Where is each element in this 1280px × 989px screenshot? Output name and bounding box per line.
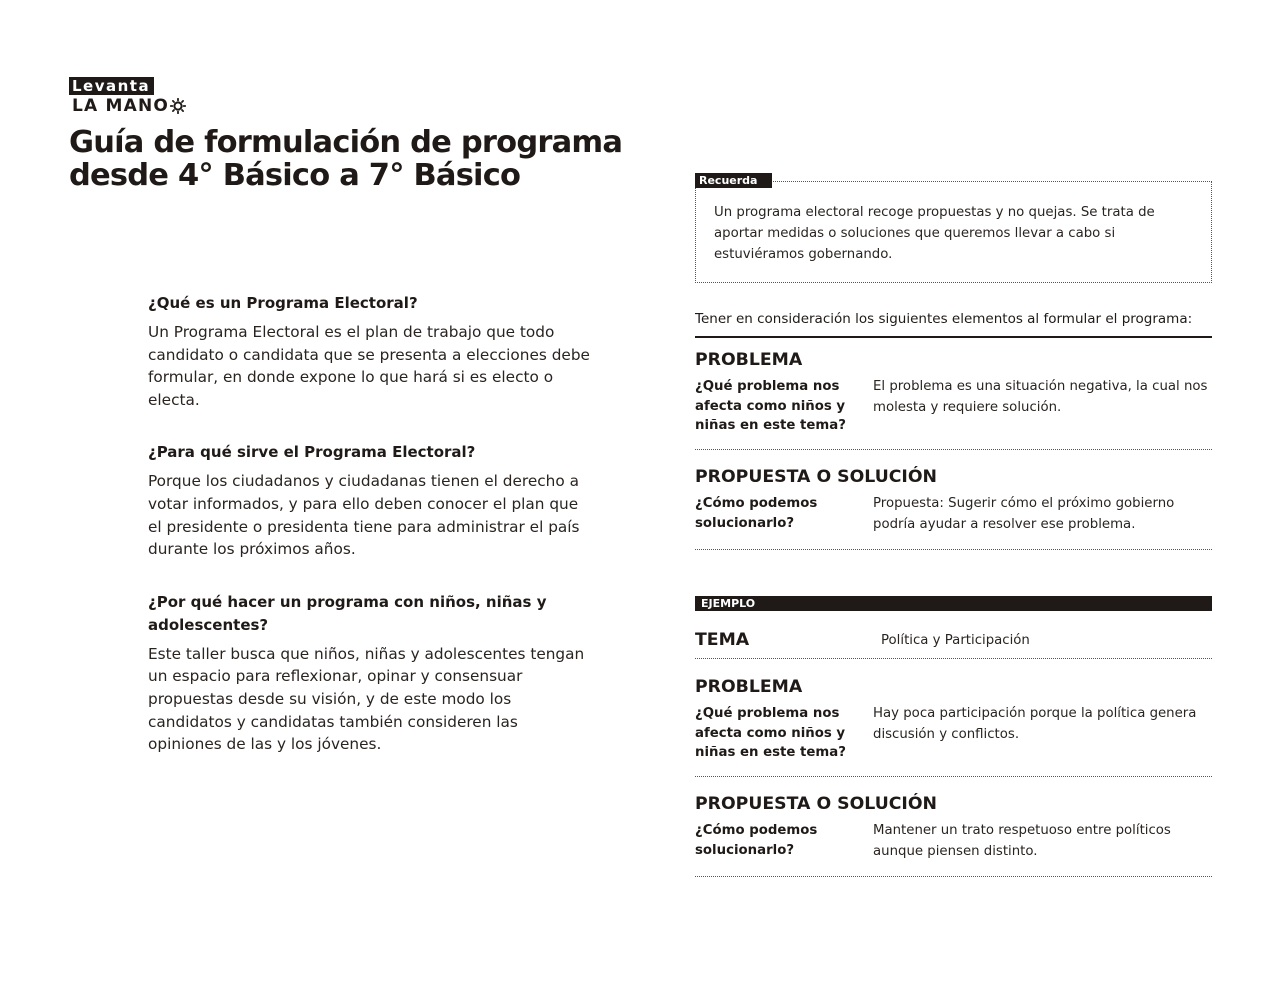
info-text: Un Programa Electoral es el plan de trabajo que todo candidato o candidata que se presenta a elecciones debe formular, en donde expone lo que hará si es electo o electa. xyxy=(148,323,590,409)
section-answer: Hay poca participación porque la política genera discusión y conflictos. xyxy=(873,706,1197,742)
logo xyxy=(69,76,186,116)
info-block xyxy=(148,441,593,560)
tema-label: TEMA xyxy=(695,630,750,650)
info-block xyxy=(148,292,593,411)
section-question: ¿Qué problema nos afecta como niños y niñas en este tema? xyxy=(695,379,846,433)
ejemplo-problema-section xyxy=(695,675,1212,777)
logo-line1: Levanta xyxy=(69,77,154,95)
intro-text: Tener en consideración los siguientes elementos al formular el programa: xyxy=(695,309,1212,338)
propuesta-section xyxy=(695,465,1212,550)
section-answer: El problema es una situación negativa, la cual nos molesta y requiere solución. xyxy=(873,379,1208,415)
ejemplo-tag: EJEMPLO xyxy=(695,596,1212,611)
recuerda-box xyxy=(695,169,1212,283)
tema-row xyxy=(695,622,1212,659)
left-column xyxy=(148,292,593,786)
section-title: PROPUESTA O SOLUCIÓN xyxy=(695,794,937,814)
section-question: ¿Qué problema nos afecta como niños y niñas en este tema? xyxy=(695,706,846,760)
ejemplo-propuesta-section xyxy=(695,792,1212,877)
section-answer: Mantener un trato respetuoso entre políticos aunque piensen distinto. xyxy=(873,823,1171,859)
info-text: Porque los ciudadanos y ciudadanas tienen el derecho a votar informados, y para ello deben conocer el plan que el presidente o presidenta tiene para administrar el país durante los próximos años. xyxy=(148,472,580,559)
recuerda-tag: Recuerda xyxy=(695,173,772,188)
recuerda-text: Un programa electoral recoge propuestas y no quejas. Se trata de aportar medidas o soluciones que queremos llevar a cabo si estuviéramos gobernando. xyxy=(695,181,1212,283)
section-question: ¿Cómo podemos solucionarlo? xyxy=(695,496,818,531)
tema-value: Política y Participación xyxy=(881,632,1030,648)
section-question: ¿Cómo podemos solucionarlo? xyxy=(695,823,818,858)
page-title: Guía de formulación de programa desde 4° Básico a 7° Básico xyxy=(69,125,623,193)
section-title: PROBLEMA xyxy=(695,350,803,370)
section-title: PROPUESTA O SOLUCIÓN xyxy=(695,467,937,487)
info-heading: ¿Para qué sirve el Programa Electoral? xyxy=(148,443,476,462)
logo-line2: LA MANO xyxy=(72,96,170,116)
info-block xyxy=(148,591,593,756)
info-heading: ¿Qué es un Programa Electoral? xyxy=(148,294,418,312)
sun-icon xyxy=(170,98,186,114)
ejemplo-header xyxy=(695,596,1212,611)
problema-section xyxy=(695,348,1212,450)
info-text: Este taller busca que niños, niñas y adolescentes tengan un espacio para reflexionar, opinar y consensuar propuestas desde su visión, y de este modo los candidatos y candidatas también consideren las opiniones de las y los jóvenes. xyxy=(148,644,585,754)
info-heading: ¿Por qué hacer un programa con niños, niñas y adolescentes? xyxy=(148,592,547,634)
section-title: PROBLEMA xyxy=(695,677,803,697)
section-answer: Propuesta: Sugerir cómo el próximo gobierno podría ayudar a resolver ese problema. xyxy=(873,496,1175,532)
